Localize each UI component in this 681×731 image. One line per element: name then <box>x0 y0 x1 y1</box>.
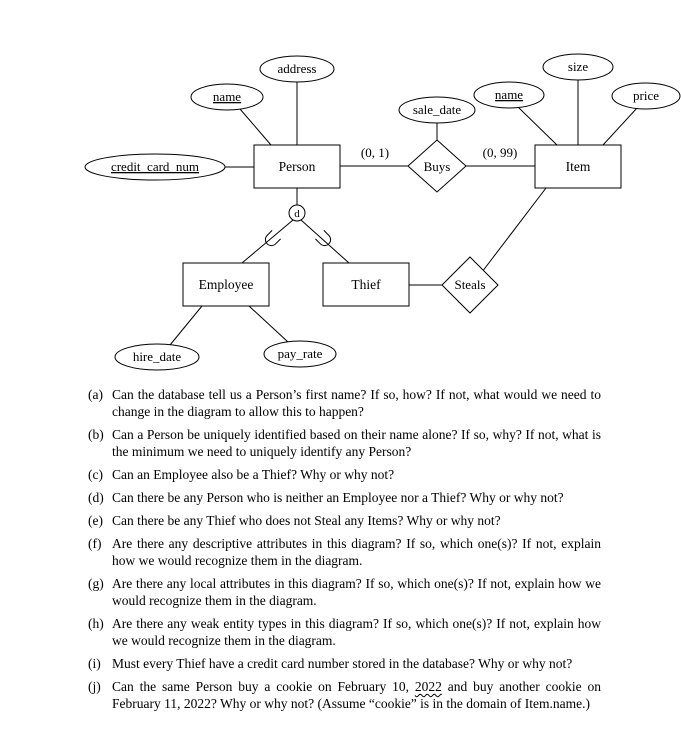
attribute-price-label: price <box>633 88 659 103</box>
question-text <box>112 615 601 649</box>
question-item <box>88 655 601 672</box>
question-item <box>88 512 601 529</box>
question-text <box>112 426 601 460</box>
question-item <box>88 426 601 460</box>
question-text-segment: Are there any local attributes in this diagram? If so, which one(s)? If not, explain how we would recognize them in the diagram. <box>112 576 601 608</box>
question-item <box>88 386 601 420</box>
relationship-buys-label: Buys <box>423 159 451 174</box>
question-item <box>88 575 601 609</box>
line-name-item <box>518 107 557 145</box>
question-text-segment: Are there any descriptive attributes in this diagram? If so, which one(s)? If not, explain how we would recognize them in the diagram. <box>112 536 601 568</box>
question-text-segment: Are there any weak entity types in this diagram? If so, which one(s)? If not, explain how we would recognize them in the diagram. <box>112 616 601 648</box>
question-item <box>88 615 601 649</box>
question-text-segment: Can the same Person buy a cookie on February 10, <box>112 679 415 694</box>
entity-employee-label: Employee <box>198 277 254 292</box>
line-disjoint-employee <box>242 220 293 263</box>
question-text-segment: Can an Employee also be a Thief? Why or why not? <box>112 467 395 482</box>
line-disjoint-thief <box>301 220 349 263</box>
question-label: (b) <box>88 427 104 442</box>
relationship-steals-label: Steals <box>454 277 486 292</box>
question-label: (d) <box>88 490 104 505</box>
question-label: (c) <box>88 467 103 482</box>
entity-item-label: Item <box>565 159 591 174</box>
question-text <box>112 535 601 569</box>
line-item-steals <box>482 188 546 272</box>
question-label: (i) <box>88 656 101 671</box>
attribute-hire-date-label: hire_date <box>132 349 182 364</box>
entity-thief-label: Thief <box>351 277 381 292</box>
question-label: (a) <box>88 387 103 402</box>
line-payrate-employee <box>249 306 288 342</box>
question-text-segment: Can the database tell us a Person’s first name? If so, how? If not, what would we need to change in the diagram to allow this to happen? <box>112 387 601 419</box>
question-text <box>112 386 601 420</box>
attribute-size-label: size <box>567 59 589 74</box>
question-text-segment: Must every Thief have a credit card number stored in the database? Why or why not? <box>112 656 573 671</box>
question-text <box>112 489 601 506</box>
attribute-sale-date-label: sale_date <box>412 102 462 117</box>
subset-symbol-thief <box>315 230 333 248</box>
question-item <box>88 678 601 712</box>
question-text <box>112 512 601 529</box>
attribute-address-label: address <box>277 61 317 76</box>
question-label: (g) <box>88 576 104 591</box>
attribute-item-name-label: name <box>494 87 524 102</box>
line-hiredate-employee <box>170 306 202 345</box>
question-text <box>112 655 601 672</box>
question-label: (e) <box>88 513 103 528</box>
attribute-pay-rate-label: pay_rate <box>277 346 323 361</box>
question-text <box>112 466 601 483</box>
question-text-segment: Can there be any Person who is neither an Employee nor a Thief? Why or why not? <box>112 490 564 505</box>
question-label: (h) <box>88 616 104 631</box>
question-label: (j) <box>88 679 101 694</box>
question-text <box>112 678 601 712</box>
cardinality-buys-item: (0, 99) <box>482 145 518 160</box>
line-price-item <box>603 108 637 145</box>
attribute-credit-card-num-label: credit_card_num <box>110 159 200 174</box>
question-text-segment: Can a Person be uniquely identified based on their name alone? If so, why? If not, what is the minimum we need to uniquely identify any Person? <box>112 427 601 459</box>
question-label: (f) <box>88 536 102 551</box>
cardinality-person-buys: (0, 1) <box>360 145 390 160</box>
entity-person-label: Person <box>278 159 316 174</box>
attribute-person-name-label: name <box>212 89 242 104</box>
line-name-person <box>240 109 271 145</box>
questions-list <box>88 386 601 718</box>
question-item <box>88 535 601 569</box>
spellcheck-underlined-text: 2022 <box>414 679 442 694</box>
question-item <box>88 466 601 483</box>
question-item <box>88 489 601 506</box>
disjoint-label: d <box>294 208 300 220</box>
question-text-segment: Can there be any Thief who does not Steal any Items? Why or why not? <box>112 513 501 528</box>
question-text <box>112 575 601 609</box>
question-text-segment: and buy another cookie on February 11, 2022? Why or why not? (Assume “cookie” is in the domain of Item.name.) <box>112 679 601 711</box>
